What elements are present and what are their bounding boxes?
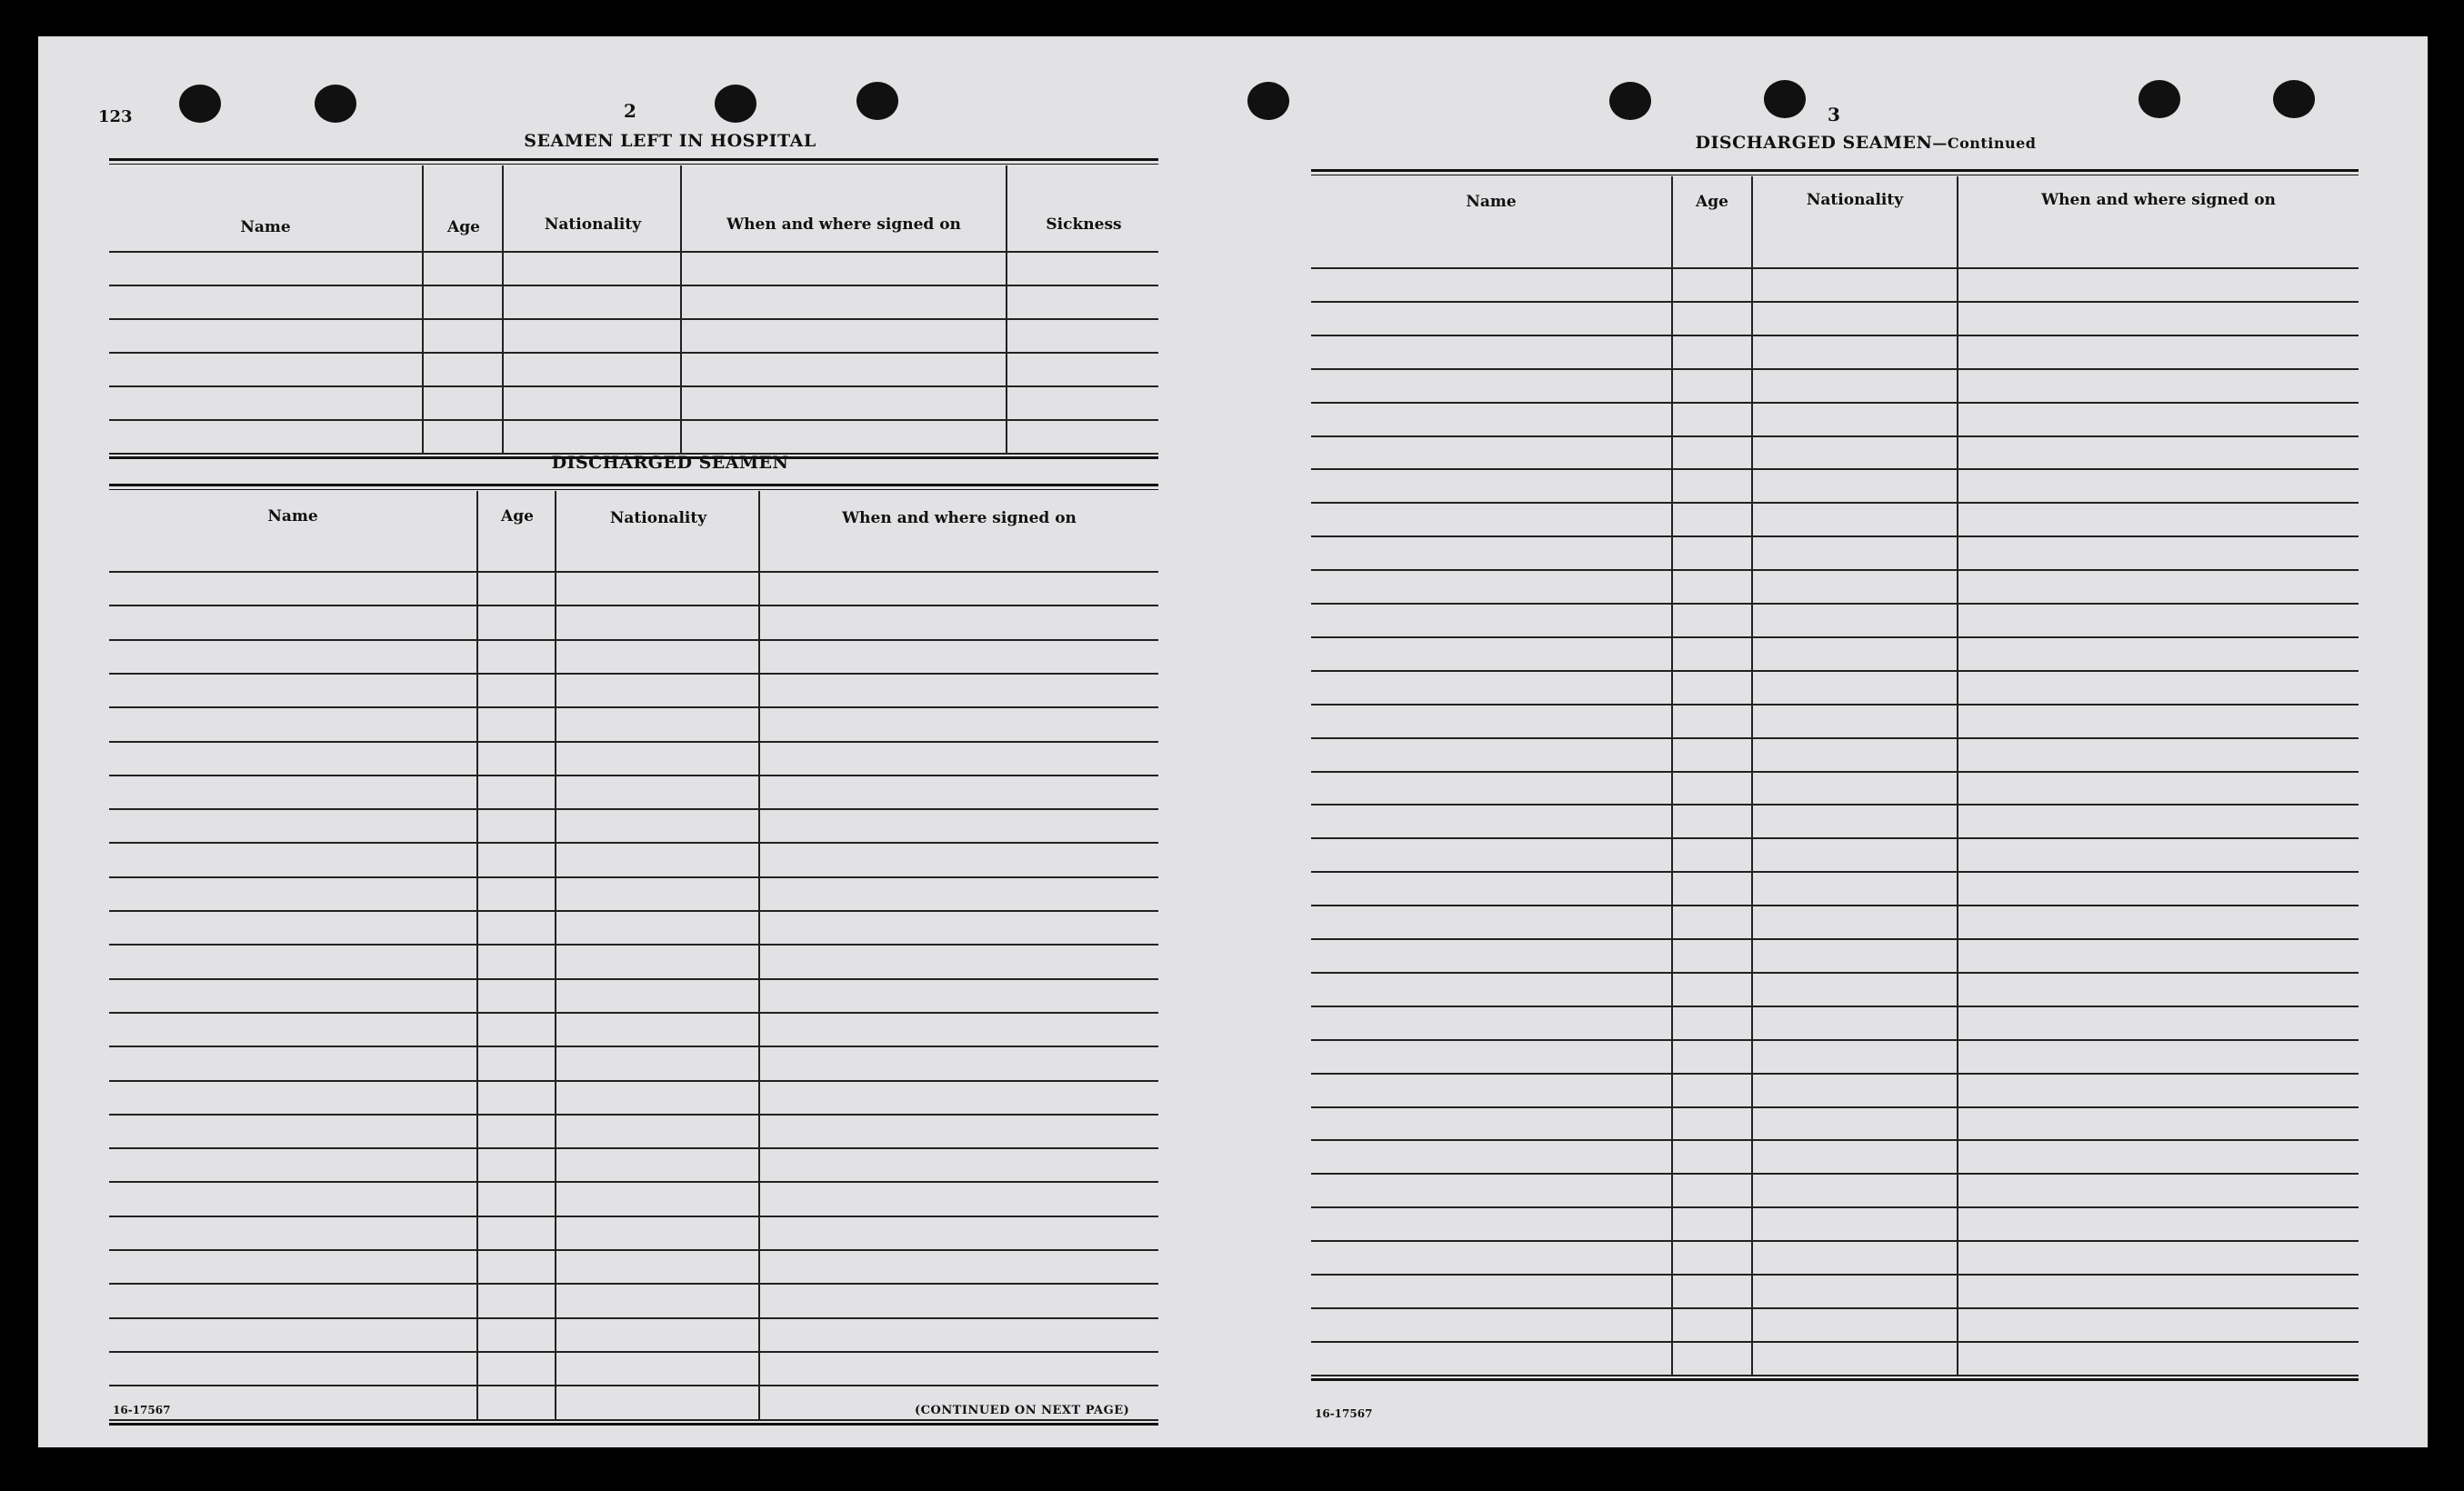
- row-line: [1311, 1073, 2359, 1075]
- right-form-number: 16-17567: [1315, 1407, 1373, 1420]
- row-line: [1311, 972, 2359, 974]
- row-line: [1311, 1139, 2359, 1141]
- row-line: [1311, 435, 2359, 437]
- punch-hole: [1247, 82, 1289, 120]
- row-line: [109, 1249, 1158, 1251]
- column-divider: [555, 491, 556, 1419]
- row-line: [109, 876, 1158, 878]
- right-title-suffix: —Continued: [1932, 135, 2037, 152]
- row-line: [1311, 871, 2359, 873]
- hospital-top-rule-2: [109, 164, 1158, 165]
- discharged-section-title: DISCHARGED SEAMEN: [551, 453, 789, 473]
- column-divider: [758, 491, 760, 1419]
- row-line: [1311, 837, 2359, 839]
- column-divider: [1751, 176, 1753, 1375]
- column-divider: [680, 165, 682, 453]
- hospital-top-rule: [109, 158, 1158, 161]
- row-line: [1311, 1341, 2359, 1343]
- row-line: [1311, 938, 2359, 940]
- row-line: [109, 775, 1158, 776]
- row-line: [109, 673, 1158, 675]
- left-page-number: 2: [624, 100, 636, 122]
- right-col-when-where: When and where signed on: [2041, 191, 2276, 209]
- hospital-col-age: Age: [447, 218, 480, 236]
- row-line: [1311, 1375, 2359, 1376]
- punch-hole: [315, 85, 356, 123]
- row-line: [109, 910, 1158, 912]
- row-line: [1311, 335, 2359, 336]
- right-section-title: [1584, 133, 2148, 153]
- right-col-name: Name: [1466, 193, 1517, 211]
- document-sheet: [38, 36, 2428, 1447]
- discharged-col-when-where: When and where signed on: [842, 509, 1077, 527]
- row-line: [109, 1419, 1158, 1421]
- discharged-col-name: Name: [267, 507, 318, 525]
- row-line: [109, 605, 1158, 606]
- discharged-top-rule: [109, 484, 1158, 486]
- row-line: [109, 318, 1158, 320]
- right-title-main: DISCHARGED SEAMEN: [1695, 133, 1933, 153]
- punch-hole: [179, 85, 221, 123]
- hospital-col-sickness: Sickness: [1046, 215, 1122, 234]
- row-line: [1311, 301, 2359, 303]
- row-line: [1311, 468, 2359, 470]
- row-line: [1311, 1006, 2359, 1007]
- row-line: [109, 706, 1158, 708]
- row-line: [1311, 804, 2359, 806]
- right-col-age: Age: [1696, 193, 1728, 211]
- row-line: [1311, 1039, 2359, 1041]
- row-line: [1311, 905, 2359, 906]
- continued-note: (CONTINUED ON NEXT PAGE): [915, 1404, 1130, 1417]
- punch-hole: [715, 85, 756, 123]
- column-divider: [422, 165, 424, 453]
- row-line: [1311, 737, 2359, 739]
- row-line: [109, 1181, 1158, 1183]
- row-line: [1311, 569, 2359, 571]
- header-underline: [1311, 267, 2359, 269]
- punch-hole: [2273, 80, 2315, 118]
- row-line: [109, 842, 1158, 844]
- corner-mark: 123: [98, 107, 133, 126]
- row-line: [109, 1216, 1158, 1217]
- row-line: [109, 1080, 1158, 1082]
- discharged-col-age: Age: [501, 507, 534, 525]
- table-bottom-rule: [109, 1423, 1158, 1426]
- row-line: [109, 385, 1158, 387]
- hospital-section-title: SEAMEN LEFT IN HOSPITAL: [524, 131, 816, 151]
- row-line: [109, 1012, 1158, 1014]
- left-form-number: 16-17567: [113, 1404, 171, 1416]
- row-line: [109, 741, 1158, 743]
- row-line: [109, 1385, 1158, 1386]
- row-line: [1311, 1240, 2359, 1242]
- row-line: [1311, 1106, 2359, 1108]
- punch-hole: [1764, 80, 1806, 118]
- hospital-col-nationality: Nationality: [544, 215, 642, 234]
- hospital-table: [109, 165, 1158, 475]
- header-underline: [109, 251, 1158, 253]
- row-line: [109, 419, 1158, 421]
- right-discharged-table: [1311, 176, 2359, 1431]
- row-line: [109, 1147, 1158, 1149]
- row-line: [109, 978, 1158, 980]
- hospital-col-when-where: When and where signed on: [726, 215, 961, 234]
- column-divider: [502, 165, 504, 453]
- row-line: [109, 944, 1158, 946]
- column-divider: [1006, 165, 1007, 453]
- row-line: [1311, 670, 2359, 672]
- punch-hole: [1609, 82, 1651, 120]
- row-line: [109, 1114, 1158, 1116]
- column-divider: [476, 491, 478, 1419]
- row-line: [1311, 603, 2359, 605]
- row-line: [109, 1046, 1158, 1047]
- right-top-rule: [1311, 169, 2359, 172]
- row-line: [1311, 1206, 2359, 1208]
- row-line: [1311, 771, 2359, 773]
- row-line: [1311, 1274, 2359, 1276]
- discharged-top-rule-2: [109, 489, 1158, 490]
- row-line: [1311, 636, 2359, 638]
- row-line: [109, 1317, 1158, 1319]
- discharged-col-nationality: Nationality: [609, 509, 707, 527]
- row-line: [109, 1283, 1158, 1285]
- row-line: [1311, 502, 2359, 504]
- discharged-table: [109, 491, 1158, 1436]
- right-col-nationality: Nationality: [1806, 191, 1904, 209]
- row-line: [1311, 535, 2359, 537]
- column-divider: [1957, 176, 1958, 1375]
- row-line: [1311, 368, 2359, 370]
- row-line: [109, 352, 1158, 354]
- row-line: [109, 1351, 1158, 1353]
- hospital-col-name: Name: [240, 218, 291, 236]
- row-line: [109, 285, 1158, 286]
- row-line: [1311, 1173, 2359, 1175]
- row-line: [1311, 704, 2359, 705]
- table-bottom-rule: [1311, 1378, 2359, 1381]
- punch-hole: [2138, 80, 2180, 118]
- row-line: [1311, 1307, 2359, 1309]
- row-line: [109, 639, 1158, 641]
- row-line: [109, 808, 1158, 810]
- header-underline: [109, 571, 1158, 573]
- punch-hole: [856, 82, 898, 120]
- row-line: [1311, 402, 2359, 404]
- right-page-number: 3: [1828, 104, 1840, 125]
- column-divider: [1671, 176, 1673, 1375]
